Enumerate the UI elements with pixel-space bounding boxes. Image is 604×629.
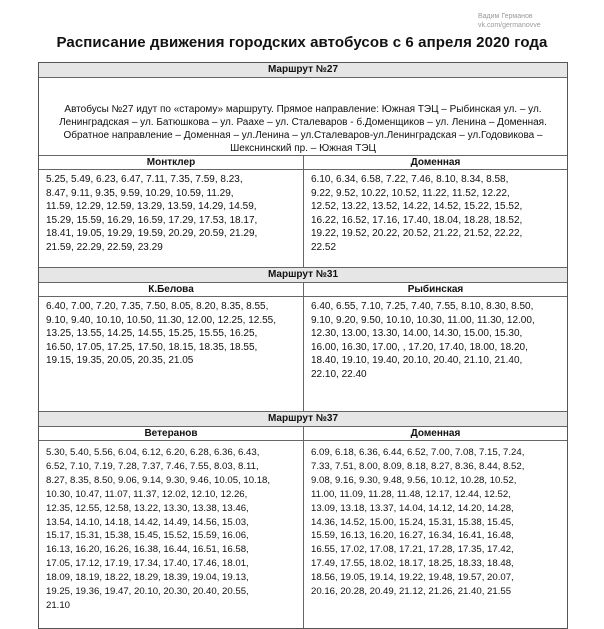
route-27-title: Маршрут №27: [39, 63, 567, 78]
route-27-left-stop: Монтклер: [39, 156, 303, 170]
watermark-author: Вадим Германов: [478, 13, 533, 20]
page-title: Расписание движения городских автобусов с 6 апреля 2020 года: [56, 34, 548, 51]
route-37-left-column: [39, 427, 303, 628]
route-37-left-stop: Ветеранов: [39, 427, 303, 441]
route-31-right-column: [303, 283, 567, 411]
route-31-left-column: [39, 283, 303, 411]
schedule-table: [38, 62, 568, 629]
route-31-left-times: 6.40, 7.00, 7.20, 7.35, 7.50, 8.05, 8.20, 8.35, 8.55, 9.10, 9.40, 10.10, 10.50, 11.30, 12.00, 12.25, 12.55, 13.25, 13.55, 14.25, 14.55, 15.25, 15.55, 16.25, 16.50, 17.05, 17.25, 17.50, 18.15, 18.35, 18.55, 19.15, 19.35, 20.05, 20.35, 21.05: [46, 301, 277, 366]
route-31-title: Маршрут №31: [39, 268, 567, 283]
route-37-right-column: [303, 427, 567, 628]
route-31-right-times: 6.40, 6.55, 7.10, 7.25, 7.40, 7.55, 8.10, 8.30, 8.50, 9.10, 9.20, 9.50, 10.10, 10.30, 11.00, 11.30, 12.00, 12.30, 13.00, 13.30, 14.00, 14.30, 15.00, 15.30, 16.00, 16.30, 17.00, , 17.20, 17.40, 18.00, 18.20, 18.40, 19.10, 19.40, 20.10, 20.40, 21.10, 21.40, 22.10, 22.40: [311, 301, 535, 380]
route-27-right-times: 6.10, 6.34, 6.58, 7.22, 7.46, 8.10, 8.34, 8.58, 9.22, 9.52, 10.22, 10.52, 11.22, 11.52, 12.22, 12.52, 13.22, 13.52, 14.22, 14.52, 15.22, 15.52, 16.22, 16.52, 17.16, 17.40, 18.04, 18.28, 18.52, 19.22, 19.52, 20.22, 20.52, 21.22, 21.52, 22.22, 22.52: [311, 174, 523, 253]
route-37-block: [39, 412, 567, 628]
route-27-block: [39, 63, 567, 268]
route-27-right-column: [303, 156, 567, 267]
route-31-left-stop: К.Белова: [39, 283, 303, 297]
route-37-title: Маршрут №37: [39, 412, 567, 427]
route-27-description: Автобусы №27 идут по «старому» маршруту. Прямое направление: Южная ТЭЦ – Рыбинская ул. – ул. Ленинградская – ул. Батюшкова – ул. Раахе – ул. Сталеваров - б.Доменщиков – ул. Ленина – Доменная. Обратное направление – Доменная – ул.Ленина – ул.Сталеваров-ул.Ленинградская – ул.Годовикова – Шекснинский пр. – Южная ТЭЦ: [39, 78, 567, 156]
route-37-right-times: 6.09, 6.18, 6.36, 6.44, 6.52, 7.00, 7.08, 7.15, 7.24, 7.33, 7.51, 8.00, 8.09, 8.18, 8.27, 8.36, 8.44, 8.52, 9.08, 9.16, 9.30, 9.48, 9.56, 10.12, 10.28, 10.52, 11.00, 11.09, 11.28, 11.48, 12.17, 12.44, 12.52, 13.09, 13.18, 13.37, 14.04, 14.12, 14.20, 14.28, 14.36, 14.52, 15.00, 15.24, 15.31, 15.38, 15.45, 15.59, 16.13, 16.20, 16.27, 16.34, 16.41, 16.48, 16.55, 17.02, 17.08, 17.21, 17.28, 17.35, 17.42, 17.49, 17.55, 18.02, 18.17, 18.25, 18.33, 18.48, 18.56, 19.05, 19.14, 19.22, 19.48, 19.57, 20.07, 20.16, 20.28, 20.49, 21.12, 21.26, 21.40, 21.55: [311, 447, 525, 598]
route-27-left-column: [39, 156, 303, 267]
route-31-right-stop: Рыбинская: [304, 283, 567, 297]
watermark-link: vk.com/germanovve: [478, 22, 541, 29]
route-27-left-times: 5.25, 5.49, 6.23, 6.47, 7.11, 7.35, 7.59, 8.23, 8.47, 9.11, 9.35, 9.59, 10.29, 10.59, 11.29, 11.59, 12.29, 12.59, 13.29, 13.59, 14.29, 14.59, 15.29, 15.59, 16.29, 16.59, 17.29, 17.53, 18.17, 18.41, 19.05, 19.29, 19.59, 20.29, 20.59, 21.29, 21.59, 22.29, 22.59, 23.29: [46, 174, 258, 253]
route-27-right-stop: Доменная: [304, 156, 567, 170]
route-37-left-times: 5.30, 5.40, 5.56, 6.04, 6.12, 6.20, 6.28, 6.36, 6.43, 6.52, 7.10, 7.19, 7.28, 7.37, 7.46, 7.55, 8.03, 8.11, 8.27, 8.35, 8.50, 9.06, 9.14, 9.30, 9.46, 10.05, 10.18, 10.30, 10.47, 11.07, 11.37, 12.02, 12.10, 12.26, 12.35, 12.55, 12.58, 13.22, 13.30, 13.38, 13.46, 13.54, 14.10, 14.18, 14.42, 14.49, 14.56, 15.03, 15.17, 15.31, 15.38, 15.45, 15.52, 15.59, 16.06, 16.13, 16.20, 16.26, 16.38, 16.44, 16.51, 16.58, 17.05, 17.12, 17.19, 17.34, 17.40, 17.46, 18.01, 18.09, 18.19, 18.22, 18.29, 18.39, 19.04, 19.13, 19.25, 19.36, 19.47, 20.10, 20.30, 20.40, 20.55, 21.10: [46, 447, 271, 611]
route-31-block: [39, 268, 567, 412]
route-37-right-stop: Доменная: [304, 427, 567, 441]
watermark: [478, 12, 588, 30]
